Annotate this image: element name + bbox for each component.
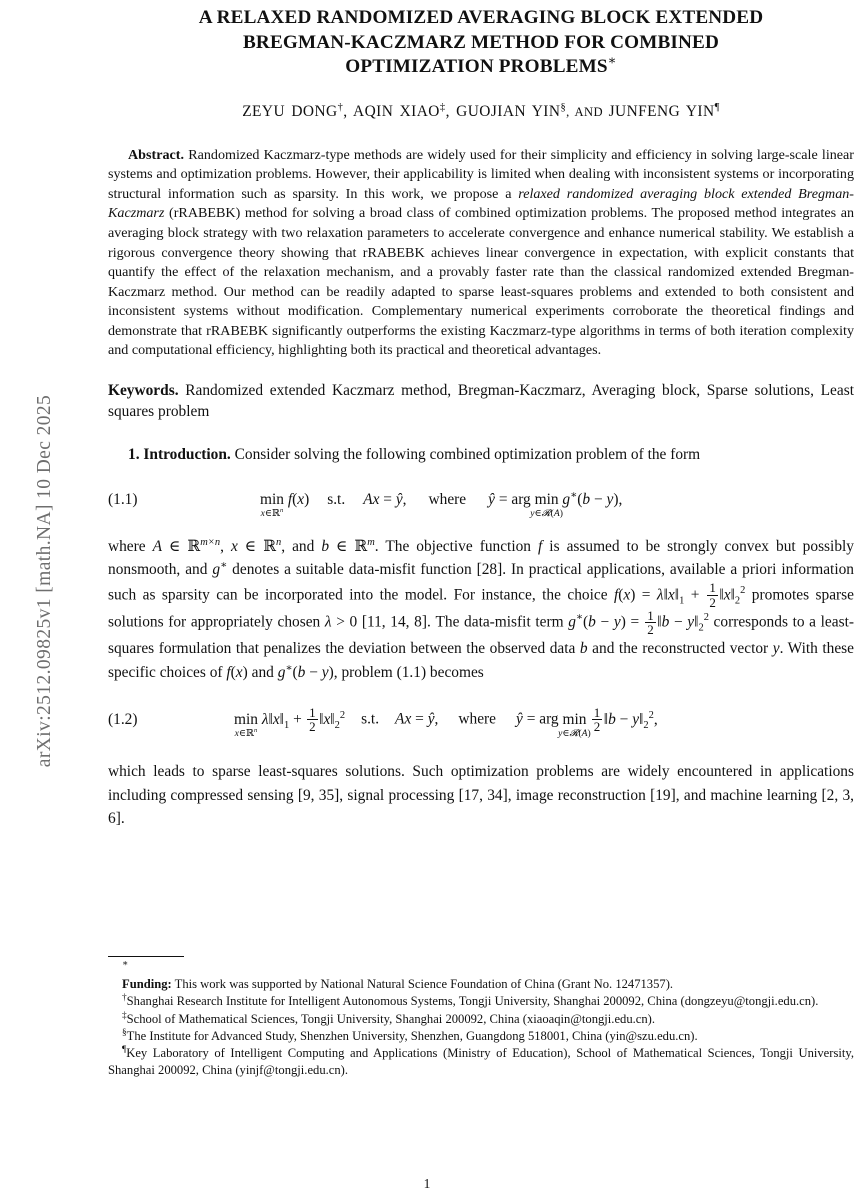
- equation-1-1-number: (1.1): [108, 490, 138, 508]
- eq11-constraint: Ax = ŷ,: [363, 490, 407, 508]
- equation-1-2: [108, 684, 854, 739]
- p1-s1: where: [108, 537, 153, 555]
- p1-s5: . The objective function: [374, 537, 539, 555]
- eq12-min-op-text: min: [234, 711, 258, 729]
- footnote-affiliation-1: [108, 993, 854, 1010]
- p1-s14: , problem (1.1) becomes: [333, 663, 484, 681]
- author-2-name: AQIN XIAO: [353, 102, 440, 120]
- eq12-argmin-operator: [558, 711, 591, 739]
- introduction-text: Consider solving the following combined optimization problem of the form: [234, 445, 701, 463]
- section-number: 1.: [128, 445, 140, 463]
- eq12-misfit: $\frac{1}{2}$ ‖b − $y‖_2^2$,: [593, 704, 658, 735]
- p1-s12: . With these specific choices of: [108, 639, 854, 681]
- author-4-affiliation-marker: ¶: [714, 101, 720, 113]
- footnote-affiliation-4: [108, 1045, 854, 1079]
- p1-s10: corresponds to a least-squares formulation that penalizes the deviation between the observed data: [108, 613, 854, 657]
- eq11-argmin-subscript: y∈𝓡(A): [530, 507, 563, 519]
- eq11-argmin-op-text: min: [534, 491, 559, 509]
- p1-s13: and: [247, 663, 278, 681]
- abstract-italic-method-name: relaxed randomized averaging block extended Bregman-Kaczmarz: [108, 185, 854, 222]
- eq11-min-operator: [260, 491, 284, 519]
- introduction-paragraph: [108, 423, 854, 467]
- title-line-3-text: OPTIMIZATION PROBLEMS: [345, 56, 608, 78]
- funding-text: This work was supported by National Natural Science Foundation of China (Grant No. 12471357).: [174, 977, 674, 992]
- eq11-argmin-operator: [530, 491, 563, 519]
- eq11-objective: f: [287, 490, 293, 508]
- title-line-1: A RELAXED RANDOMIZED AVERAGING BLOCK EXTENDED: [198, 7, 764, 28]
- eq11-where: where: [428, 490, 467, 508]
- equation-1-2-number: (1.2): [108, 710, 138, 728]
- footnote-para-marker: ¶: [122, 1044, 127, 1055]
- paragraph-after-equation-1-1: where A ∈ ℝ$^{m\times n}$, x ∈ ℝ$^n$, and b ∈ ℝ$^m$. The objective function f is assumed to be strongly convex but possibly nonsmooth, and g∗ denotes a suitable data-misfit function [28]. In practical applications, available a priori information such as sparsity can be incorporated into the model. For instance, the choice $f(x) = \lambda‖x‖_1$ + $\frac{1}{2}$ $‖x‖_2^2$ promotes sparse solutions for appropriately chosen λ > 0 [11, 14, 8]. The data-misfit term g∗(b − y) = $\frac{1}{2}$ ‖b − $y‖_2^2$ corresponds to a least-squares formulation that penalizes the deviation between the observed data b and the reconstructed vector y. With these specific choices of f(x) and g∗(b − y), problem (1.1) becomes: [108, 536, 854, 681]
- arxiv-identifier-stamp: arXiv:2512.09825v1 [math.NA] 10 Dec 2025: [34, 394, 55, 768]
- title-line-2: BREGMAN-KACZMARZ METHOD FOR COMBINED: [242, 31, 720, 53]
- eq12-min-subscript: x∈ℝ$^n$: [234, 726, 258, 739]
- footnote-star-marker-line: [108, 959, 854, 976]
- author-conjunction: , AND: [566, 104, 609, 119]
- footnote-separator-rule: [108, 956, 184, 957]
- eq11-misfit: g∗(b − y),: [562, 489, 623, 508]
- footnote-affiliation-2: [108, 1011, 854, 1028]
- funding-label: Funding:: [122, 977, 172, 992]
- section-heading: Introduction.: [143, 445, 231, 463]
- footnote-star-marker: ∗: [122, 958, 129, 969]
- p1-s6: is assumed to be strongly convex but possibly nonsmooth, and: [108, 537, 854, 579]
- p1-s8: promotes sparse solutions for appropriately chosen: [108, 586, 854, 631]
- author-1-affiliation-marker: †: [337, 101, 344, 113]
- eq12-objective: $\lambda‖x‖_1$ + $\frac{1}{2}$ $‖x‖_2^2$: [261, 704, 346, 735]
- eq11-rhs-lead: ŷ = arg: [488, 490, 531, 508]
- paper-title: [108, 0, 854, 80]
- keywords-label: Keywords.: [108, 381, 179, 399]
- affiliation-3-text: The Institute for Advanced Study, Shenzhen University, Shenzhen, Guangdong 518001, China (yin@szu.edu.cn).: [126, 1028, 698, 1043]
- footnote-section-marker: §: [122, 1027, 127, 1038]
- p1-s2: ∈: [162, 537, 188, 555]
- p1-s4: , and: [281, 537, 322, 555]
- affiliation-2-text: School of Mathematical Sciences, Tongji University, Shanghai 200092, China (xiaoaqin@tongji.edu.cn).: [126, 1011, 656, 1026]
- title-line-3: [108, 52, 854, 80]
- author-1-name: ZEYU DONG: [242, 102, 338, 120]
- eq12-subject-to: s.t.: [361, 710, 380, 728]
- eq12-where: where: [458, 710, 496, 728]
- footnote-funding: [108, 976, 854, 993]
- eq11-min-subscript: x∈ℝ$^n$: [260, 506, 284, 519]
- author-separator-2: ,: [445, 102, 457, 120]
- keywords-text: Randomized extended Kaczmarz method, Bregman-Kaczmarz, Averaging block, Sparse solutions, Least squares problem: [108, 381, 854, 421]
- page-number: 1: [423, 1176, 431, 1191]
- equation-1-1: (1.1) min x∈ℝ$^n$ f(x) s.t. Ax = ŷ, where ŷ = arg min y∈𝓡(A) g∗(b − y),: [108, 489, 623, 519]
- author-separator-1: ,: [343, 102, 354, 120]
- author-list: [108, 80, 854, 121]
- footnote-affiliation-3: [108, 1028, 854, 1045]
- author-3-affiliation-marker: §: [560, 101, 567, 113]
- author-2-affiliation-marker: ‡: [439, 101, 446, 113]
- paragraph-after-equation-1-2: which leads to sparse least-squares solutions. Such optimization problems are widely encountered in applications including compressed sensing [9, 35], signal processing [17, 34], image reconstruction [19], and machine learning [2, 3, 6].: [108, 762, 854, 828]
- eq12-argmin-subscript: y∈𝓡(A): [558, 727, 591, 739]
- eq11-min-op-text: min: [260, 491, 284, 509]
- abstract-paragraph: [108, 121, 854, 361]
- eq12-argmin-op-text: min: [562, 711, 587, 729]
- author-4-name: JUNFENG YIN: [608, 102, 715, 120]
- p1-s7: denotes a suitable data-misfit function [28]. In practical applications, available a priori information such as sparsity can be incorporated into the model. For instance, the choice: [108, 561, 854, 604]
- eq12-rhs-lead: ŷ = arg: [516, 710, 559, 728]
- affiliation-1-text: Shanghai Research Institute for Intelligent Autonomous Systems, Tongji University, Shanghai 200092, China (dongzeyu@tongji.edu.cn).: [126, 994, 819, 1009]
- author-3-name: GUOJIAN YIN: [456, 102, 561, 120]
- keywords-paragraph: [108, 361, 854, 423]
- p1-s3: ,: [220, 537, 231, 555]
- title-footnote-marker: ∗: [607, 52, 617, 68]
- abstract-text-part-1: Randomized Kaczmarz-type methods are widely used for their simplicity and efficiency in solving large-scale linear systems and optimization problems. However, their applicability is limited when dealing with inconsistent systems or incorporating structural information such as sparsity. In this work, we propose a: [108, 146, 854, 202]
- eq12-min-operator: [234, 711, 258, 739]
- p1-s11: and the reconstructed vector: [587, 639, 773, 657]
- footnote-dagger-marker: †: [122, 993, 127, 1004]
- eq11-subject-to: s.t.: [327, 490, 346, 508]
- abstract-label: Abstract.: [128, 146, 184, 163]
- footnotes-block: [108, 956, 854, 1079]
- abstract-text-part-2: (rRABEBK) method for solving a broad class of combined optimization problems. The proposed method integrates an averaging block strategy with two relaxation parameters to accelerate convergence and enhance numerical stability. We establish a rigorous convergence theory showing that rRABEBK achieves linear convergence in expectation, with explicit constants that quantify the effect of the relaxation mechanism, and a provably faster rate than the classical randomized extended Bregman-Kaczmarz method. Our method can be readily adapted to sparse least-squares problems and extended to both consistent and inconsistent systems without modification. Complementary numerical experiments corroborate the theoretical findings and demonstrate that rRABEBK significantly outperforms the existing Kaczmarz-type algorithms in terms of both iteration complexity and computational efficiency, highlighting both its practical and theoretical advantages.: [108, 205, 854, 359]
- affiliation-4-text: Key Laboratory of Intelligent Computing and Applications (Ministry of Education), School of Mathematical Sciences, Tongji University, Shanghai 200092, China (yinjf@tongji.edu.cn).: [108, 1046, 854, 1078]
- eq12-constraint: Ax = ŷ,: [395, 710, 439, 728]
- footnote-ddagger-marker: ‡: [122, 1010, 127, 1021]
- p1-s9: [11, 14, 8]. The data-misfit term: [357, 613, 569, 631]
